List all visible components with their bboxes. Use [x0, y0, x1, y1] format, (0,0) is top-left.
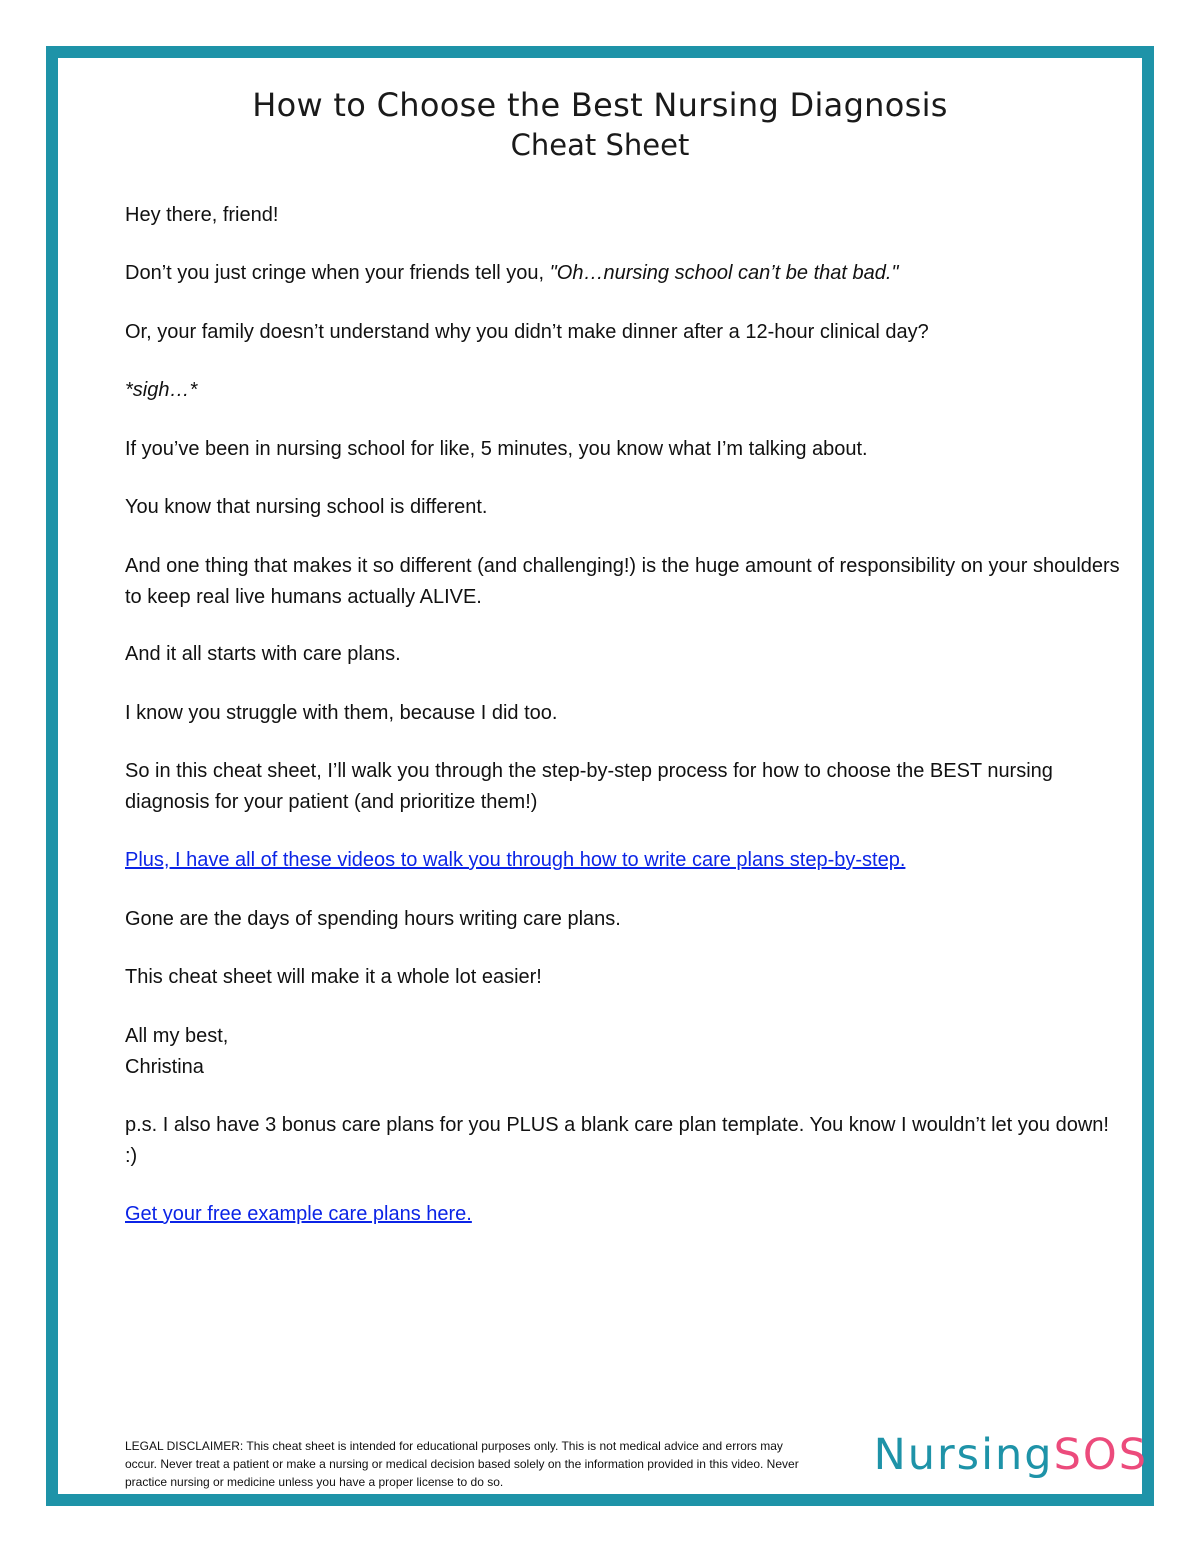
paragraph-ps: p.s. I also have 3 bonus care plans for you PLUS a blank care plan template. You know I wouldn’t let you down! :) — [125, 1114, 1109, 1167]
paragraph-sigh — [125, 375, 1125, 406]
paragraph-get-care-plans — [125, 1199, 1125, 1230]
logo-sos: SOS — [1053, 1430, 1148, 1480]
care-plans-link[interactable]: Get your free example care plans here. — [125, 1203, 472, 1225]
videos-link[interactable]: Plus, I have all of these videos to walk you through how to write care plans step-by-step. — [125, 849, 906, 871]
paragraph-videos — [125, 845, 1125, 876]
paragraph-easier: This cheat sheet will make it a whole lot easier! — [125, 966, 542, 988]
logo-nursing: Nursing — [873, 1430, 1054, 1480]
paragraph-responsibility: And one thing that makes it so different (and challenging!) is the huge amount of responsibility on your shoulders to keep real live humans actually ALIVE. — [125, 555, 1120, 608]
sigh-text: *sigh…* — [125, 379, 198, 401]
paragraph-five-minutes: If you’ve been in nursing school for like, 5 minutes, you know what I’m talking about. — [125, 438, 868, 460]
paragraph-different: You know that nursing school is different. — [125, 496, 488, 518]
signoff: All my best, — [125, 1025, 229, 1047]
paragraph-care-plans: And it all starts with care plans. — [125, 643, 401, 665]
legal-disclaimer: LEGAL DISCLAIMER: This cheat sheet is intended for educational purposes only. This is not medical advice and errors may occur. Never treat a patient or make a nursing or medical decision based solely on the information provided in this video. Never practice nursing or medicine unless you have a proper license to do so. — [125, 1439, 799, 1489]
signature: Christina — [125, 1056, 204, 1078]
paragraph-cringe — [125, 258, 1125, 289]
friends-quote: "Oh…nursing school can’t be that bad." — [549, 262, 899, 284]
paragraph-gone: Gone are the days of spending hours writing care plans. — [125, 908, 621, 930]
page-frame — [46, 46, 1154, 1506]
paragraph-cheat-sheet: So in this cheat sheet, I’ll walk you through the step-by-step process for how to choose the BEST nursing diagnosis for your patient (and prioritize them!) — [125, 760, 1053, 813]
paragraph-struggle: I know you struggle with them, because I did too. — [125, 702, 558, 724]
nursingsos-logo — [810, 1430, 1148, 1480]
page-title: How to Choose the Best Nursing Diagnosis — [252, 86, 948, 124]
greeting: Hey there, friend! — [125, 204, 279, 226]
paragraph-cringe-lead: Don’t you just cringe when your friends tell you, — [125, 262, 550, 284]
page-subtitle: Cheat Sheet — [510, 128, 690, 162]
paragraph-family: Or, your family doesn’t understand why you didn’t make dinner after a 12-hour clinical day? — [125, 321, 929, 343]
